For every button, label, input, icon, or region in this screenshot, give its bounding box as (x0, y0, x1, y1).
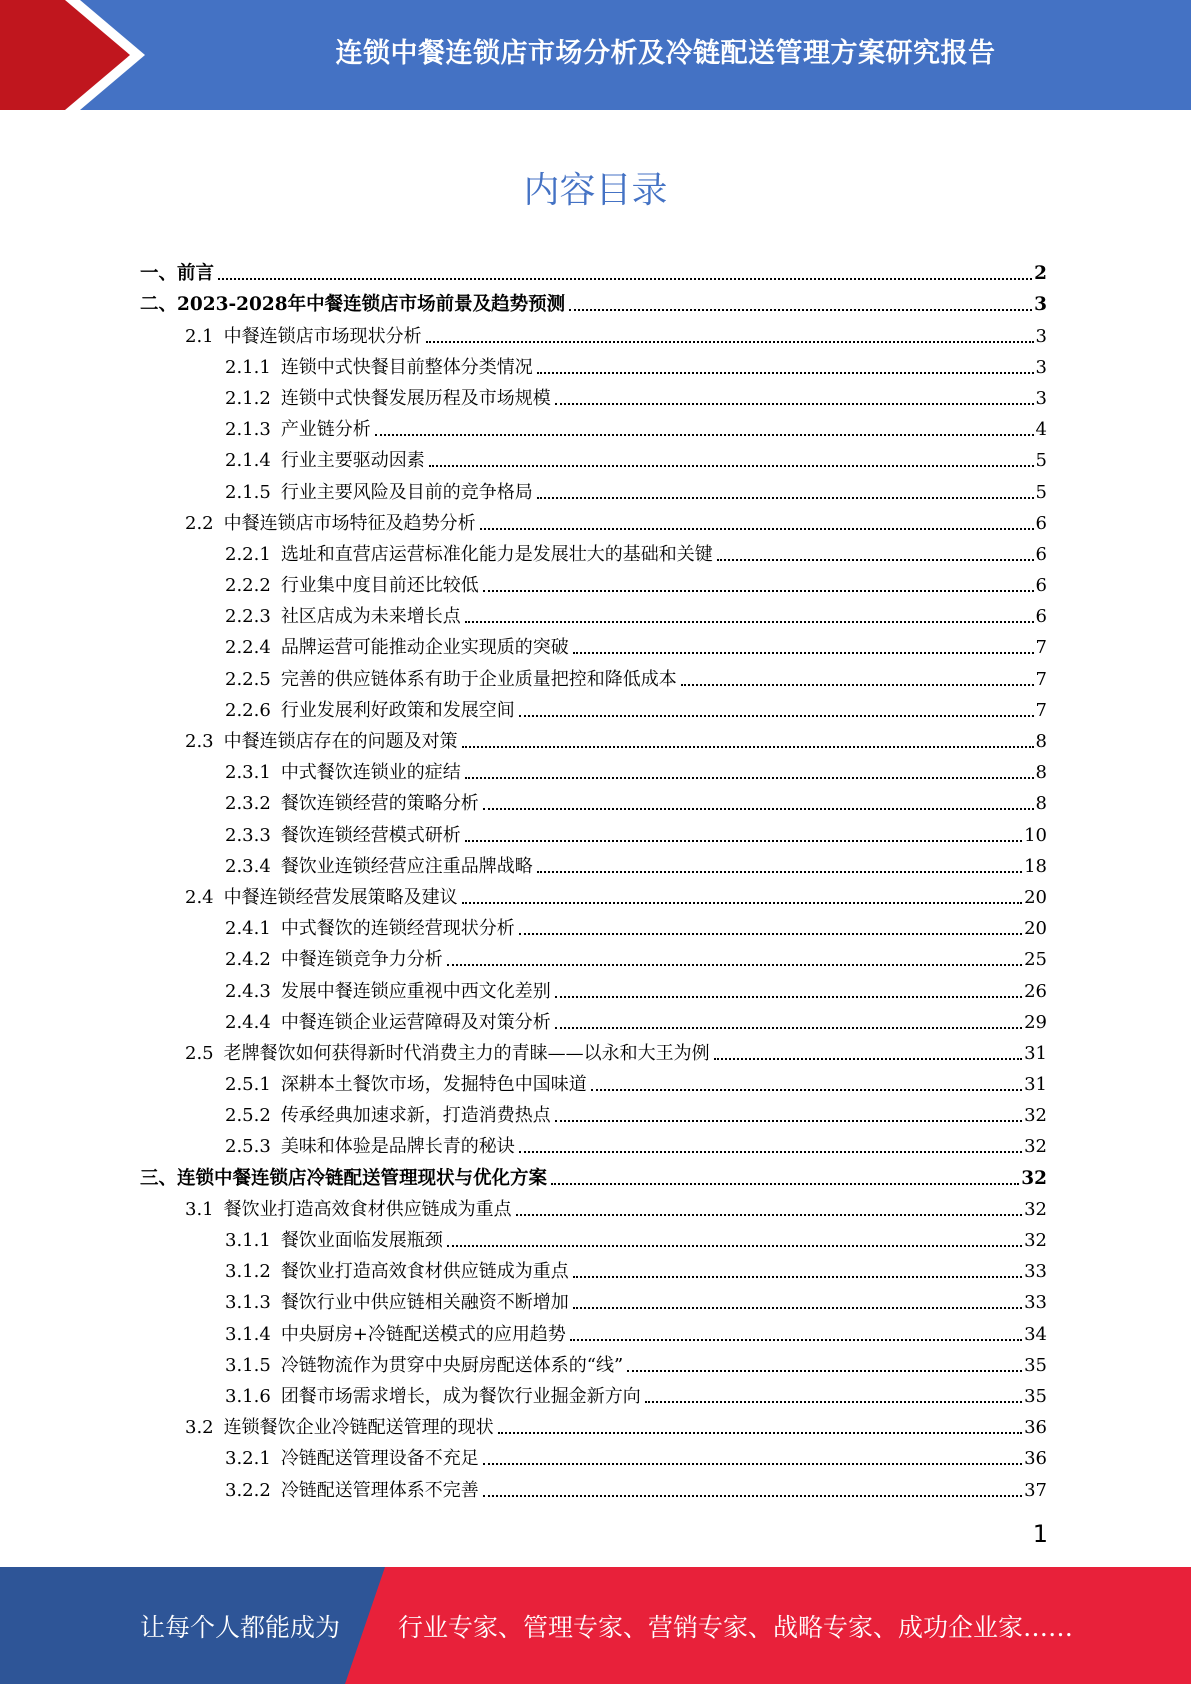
toc-entry-number: 3.1.3 (225, 1292, 271, 1314)
toc-entry-title: 餐饮行业中供应链相关融资不断增加 (280, 1292, 569, 1314)
toc-entry-page: 32 (1024, 1136, 1047, 1158)
toc-entry-number: 2.2.4 (225, 637, 271, 659)
toc-entry[interactable] (140, 566, 1047, 597)
toc-entry[interactable] (140, 1470, 1047, 1501)
toc-entry[interactable] (140, 1252, 1047, 1283)
toc-entry-number: 2.3.1 (225, 762, 271, 784)
toc-entry[interactable] (140, 1377, 1047, 1408)
toc-dot-leader (516, 1214, 1022, 1216)
toc-entry-page: 10 (1024, 824, 1047, 846)
toc-entry-page: 8 (1035, 731, 1047, 752)
toc-entry-page: 31 (1024, 1042, 1047, 1064)
toc-entry-number: 3.1.4 (225, 1323, 271, 1345)
toc-entry-title: 中式餐饮连锁业的症结 (280, 762, 461, 784)
toc-dot-leader (519, 933, 1022, 935)
footer-band (0, 1567, 1191, 1684)
toc-entry-title: 连锁中式快餐目前整体分类情况 (280, 356, 533, 378)
toc-dot-leader (462, 746, 1034, 748)
toc-entry-title: 老牌餐饮如何获得新时代消费主力的青睐——以永和大王为例 (223, 1042, 710, 1064)
toc-entry-title: 品牌运营可能推动企业实现质的突破 (280, 637, 569, 659)
toc-entry-number: 2.1.1 (225, 356, 271, 378)
toc-entry[interactable] (140, 628, 1047, 659)
toc-entry[interactable] (140, 1127, 1047, 1158)
toc-entry-number: 2.2.1 (225, 543, 271, 565)
toc-entry-page: 8 (1035, 762, 1047, 784)
toc-entry-number: 2.3.3 (225, 824, 271, 846)
toc-entry-page: 6 (1035, 543, 1047, 565)
toc-entry-page: 32 (1024, 1198, 1047, 1220)
report-title: 连锁中餐连锁店市场分析及冷链配送管理方案研究报告 (335, 37, 996, 69)
toc-dot-leader (714, 1058, 1022, 1060)
toc-dot-leader (537, 497, 1034, 499)
toc-entry-number: 2.2 (185, 512, 214, 534)
toc-entry-title: 选址和直营店运营标准化能力是发展壮大的基础和关键 (280, 543, 713, 565)
toc-entry-number: 2.5.1 (225, 1074, 271, 1096)
toc-entry[interactable] (140, 659, 1047, 690)
toc-entry[interactable] (140, 847, 1047, 878)
toc-entry-number: 三、 (140, 1167, 178, 1189)
toc-entry-number: 2.1 (185, 325, 214, 347)
toc-entry-page: 5 (1035, 450, 1047, 472)
toc-entry[interactable] (140, 815, 1047, 846)
toc-entry-page: 6 (1035, 575, 1047, 597)
toc-entry-title: 传承经典加速求新，打造消费热点 (280, 1105, 551, 1127)
toc-dot-leader (483, 1463, 1022, 1465)
toc-dot-leader (537, 871, 1022, 873)
toc-entry-number: 3.1.1 (225, 1230, 271, 1251)
toc-entry[interactable] (140, 784, 1047, 815)
toc-entry[interactable] (140, 1096, 1047, 1127)
toc-dot-leader (480, 528, 1034, 530)
toc-entry-title: 餐饮业打造高效食材供应链成为重点 (223, 1198, 512, 1220)
table-of-contents (140, 254, 1047, 1502)
toc-dot-leader (573, 652, 1034, 654)
footer-slogan-right: 行业专家、管理专家、营销专家、战略专家、成功企业家…… (398, 1612, 1074, 1642)
toc-entry-page: 34 (1024, 1323, 1047, 1345)
toc-entry[interactable] (140, 254, 1047, 285)
toc-entry[interactable] (140, 410, 1047, 441)
toc-entry-title: 前言 (177, 263, 215, 285)
toc-entry[interactable] (140, 1314, 1047, 1345)
toc-entry-page: 31 (1024, 1074, 1047, 1096)
toc-entry-number: 2.5 (185, 1042, 214, 1064)
toc-entry[interactable] (140, 1346, 1047, 1377)
toc-entry[interactable] (140, 1221, 1047, 1252)
toc-entry[interactable] (140, 472, 1047, 503)
toc-entry[interactable] (140, 1065, 1047, 1096)
toc-entry-title: 发展中餐连锁应重视中西文化差别 (280, 980, 551, 1002)
toc-entry[interactable] (140, 878, 1047, 909)
toc-dot-leader (483, 1495, 1022, 1497)
toc-entry-number: 3.2.2 (225, 1479, 271, 1501)
toc-entry[interactable] (140, 1003, 1047, 1034)
toc-entry-number: 2.5.3 (225, 1136, 271, 1158)
toc-entry-title: 餐饮业连锁经营应注重品牌战略 (280, 855, 533, 877)
toc-dot-leader (555, 403, 1034, 405)
toc-entry-title: 产业链分析 (280, 419, 371, 441)
toc-entry[interactable] (140, 753, 1047, 784)
toc-entry[interactable] (140, 504, 1047, 535)
toc-entry-number: 二、 (140, 294, 178, 316)
toc-dot-leader (426, 341, 1034, 343)
toc-entry[interactable] (140, 1439, 1047, 1470)
toc-dot-leader (375, 434, 1034, 436)
toc-dot-leader (447, 964, 1022, 966)
toc-entry-page: 33 (1024, 1261, 1047, 1283)
toc-dot-leader (429, 465, 1034, 467)
toc-entry[interactable] (140, 441, 1047, 472)
toc-entry-title: 餐饮连锁经营的策略分析 (280, 793, 479, 815)
toc-entry-title: 行业发展利好政策和发展空间 (280, 699, 515, 721)
toc-entry-number: 3.2.1 (225, 1448, 271, 1470)
toc-entry[interactable] (140, 1283, 1047, 1314)
toc-entry-page: 6 (1035, 512, 1047, 534)
toc-dot-leader (537, 372, 1034, 374)
toc-entry-number: 2.1.3 (225, 419, 271, 441)
toc-entry-title: 餐饮连锁经营模式研析 (280, 824, 461, 846)
toc-dot-leader (555, 996, 1022, 998)
toc-entry[interactable] (140, 379, 1047, 410)
toc-entry-page: 8 (1035, 793, 1047, 815)
toc-entry-page: 3 (1035, 387, 1047, 409)
toc-entry-number: 2.4 (185, 886, 214, 908)
toc-entry-page: 20 (1024, 918, 1047, 940)
toc-entry[interactable] (140, 1034, 1047, 1065)
toc-dot-leader (717, 559, 1034, 561)
toc-entry[interactable] (140, 597, 1047, 628)
toc-entry-page: 7 (1035, 668, 1047, 690)
toc-entry[interactable] (140, 1158, 1047, 1189)
toc-entry[interactable] (140, 316, 1047, 347)
toc-dot-leader (465, 840, 1022, 842)
toc-entry[interactable] (140, 285, 1047, 316)
toc-entry-number: 2.1.4 (225, 450, 271, 472)
toc-dot-leader (569, 309, 1032, 311)
toc-entry-number: 2.1.5 (225, 481, 271, 503)
toc-entry[interactable] (140, 691, 1047, 722)
toc-entry-number: 2.2.2 (225, 575, 271, 597)
toc-entry-page: 2 (1034, 263, 1047, 285)
toc-entry-page: 26 (1024, 980, 1047, 1002)
toc-dot-leader (681, 684, 1034, 686)
toc-dot-leader (465, 621, 1034, 623)
toc-entry-number: 3.2 (185, 1417, 214, 1439)
toc-dot-leader (218, 278, 1032, 280)
toc-dot-leader (627, 1370, 1022, 1372)
toc-entry[interactable] (140, 535, 1047, 566)
toc-entry-title: 冷链配送管理体系不完善 (280, 1479, 479, 1501)
toc-entry-title: 团餐市场需求增长，成为餐饮行业掘金新方向 (280, 1385, 641, 1407)
toc-entry-number: 2.2.3 (225, 606, 271, 628)
toc-entry-title: 餐饮业打造高效食材供应链成为重点 (280, 1261, 569, 1283)
toc-entry-title: 行业主要风险及目前的竞争格局 (280, 481, 533, 503)
toc-entry-page: 3 (1035, 325, 1047, 347)
toc-dot-leader (573, 1276, 1022, 1278)
toc-dot-leader (483, 590, 1034, 592)
toc-entry-title: 餐饮业面临发展瓶颈 (280, 1230, 443, 1251)
toc-entry-number: 2.3.2 (225, 793, 271, 815)
toc-entry[interactable] (140, 909, 1047, 940)
toc-entry-page: 37 (1024, 1479, 1047, 1501)
toc-entry[interactable] (140, 1408, 1047, 1439)
toc-entry-page: 4 (1035, 419, 1047, 441)
toc-entry-number: 2.5.2 (225, 1105, 271, 1127)
toc-entry-number: 2.2.6 (225, 699, 271, 721)
toc-entry-number: 2.3.4 (225, 855, 271, 877)
toc-dot-leader (573, 1307, 1022, 1309)
toc-entry-page: 35 (1024, 1354, 1047, 1376)
toc-entry-page: 32 (1024, 1230, 1047, 1251)
toc-entry[interactable] (140, 971, 1047, 1002)
toc-entry-number: 2.4.1 (225, 918, 271, 940)
toc-entry-title: 中餐连锁经营发展策略及建议 (223, 886, 458, 908)
toc-entry-page: 7 (1035, 637, 1047, 659)
header-band (0, 0, 1191, 110)
footer-slogan-left: 让每个人都能成为 (140, 1612, 341, 1642)
toc-entry-page: 29 (1024, 1011, 1047, 1033)
toc-entry-page: 25 (1024, 949, 1047, 971)
toc-entry-page: 3 (1034, 294, 1047, 316)
toc-entry-title: 行业主要驱动因素 (280, 450, 425, 472)
toc-entry-title: 冷链物流作为贯穿中央厨房配送体系的“线” (280, 1354, 624, 1376)
toc-entry-title: 社区店成为未来增长点 (280, 606, 461, 628)
toc-dot-leader (551, 1183, 1019, 1185)
toc-dot-leader (645, 1401, 1022, 1403)
toc-entry-number: 2.4.3 (225, 980, 271, 1002)
toc-entry-page: 20 (1024, 886, 1047, 908)
toc-entry-title: 2023-2028年中餐连锁店市场前景及趋势预测 (177, 294, 566, 316)
toc-dot-leader (555, 1120, 1022, 1122)
toc-entry-number: 2.1.2 (225, 387, 271, 409)
toc-dot-leader (519, 1151, 1022, 1153)
toc-entry-title: 深耕本土餐饮市场，发掘特色中国味道 (280, 1074, 587, 1096)
toc-entry-title: 美味和体验是品牌长青的秘诀 (280, 1136, 515, 1158)
toc-entry-number: 3.1 (185, 1198, 214, 1220)
toc-entry[interactable] (140, 348, 1047, 379)
toc-entry-number: 一、 (140, 263, 178, 285)
toc-title: 内容目录 (523, 170, 668, 211)
toc-entry[interactable] (140, 722, 1047, 753)
toc-entry-page: 18 (1024, 855, 1047, 877)
toc-dot-leader (483, 808, 1034, 810)
toc-entry-page: 7 (1035, 699, 1047, 721)
toc-entry-page: 33 (1024, 1292, 1047, 1314)
toc-entry-number: 3.1.5 (225, 1354, 271, 1376)
toc-entry-title: 完善的供应链体系有助于企业质量把控和降低成本 (280, 668, 677, 690)
toc-dot-leader (447, 1245, 1022, 1247)
toc-entry-title: 中餐连锁竞争力分析 (280, 949, 443, 971)
toc-entry-title: 行业集中度目前还比较低 (280, 575, 479, 597)
page-number: 1 (1032, 1520, 1048, 1548)
toc-entry-number: 2.3 (185, 731, 214, 752)
toc-entry-number: 3.1.6 (225, 1385, 271, 1407)
toc-entry-page: 36 (1024, 1448, 1047, 1470)
toc-entry-title: 连锁餐饮企业冷链配送管理的现状 (223, 1417, 494, 1439)
toc-entry-title: 中式餐饮的连锁经营现状分析 (280, 918, 515, 940)
toc-entry-title: 中餐连锁店市场现状分析 (223, 325, 422, 347)
toc-entry-number: 3.1.2 (225, 1261, 271, 1283)
toc-entry-page: 6 (1035, 606, 1047, 628)
toc-entry-title: 连锁中式快餐发展历程及市场规模 (280, 387, 551, 409)
toc-dot-leader (498, 1432, 1022, 1434)
toc-dot-leader (465, 777, 1034, 779)
toc-dot-leader (591, 1089, 1022, 1091)
toc-dot-leader (462, 902, 1022, 904)
toc-dot-leader (519, 715, 1034, 717)
toc-entry-number: 2.4.4 (225, 1011, 271, 1033)
toc-entry-title: 中央厨房+冷链配送模式的应用趋势 (280, 1323, 566, 1345)
toc-entry-page: 3 (1035, 356, 1047, 378)
toc-entry-title: 中餐连锁店存在的问题及对策 (223, 731, 458, 752)
toc-entry-page: 32 (1024, 1105, 1047, 1127)
toc-entry[interactable] (140, 1190, 1047, 1221)
toc-dot-leader (555, 1027, 1022, 1029)
toc-entry-page: 5 (1035, 481, 1047, 503)
header-chevron-decoration (0, 0, 160, 110)
toc-entry-page: 32 (1021, 1167, 1047, 1189)
toc-entry[interactable] (140, 940, 1047, 971)
toc-entry-title: 中餐连锁企业运营障碍及对策分析 (280, 1011, 551, 1033)
toc-entry-number: 2.2.5 (225, 668, 271, 690)
toc-entry-title: 中餐连锁店市场特征及趋势分析 (223, 512, 476, 534)
toc-entry-page: 35 (1024, 1385, 1047, 1407)
toc-entry-number: 2.4.2 (225, 949, 271, 971)
toc-entry-page: 36 (1024, 1417, 1047, 1439)
toc-entry-title: 连锁中餐连锁店冷链配送管理现状与优化方案 (177, 1167, 548, 1189)
toc-dot-leader (570, 1339, 1022, 1341)
toc-entry-title: 冷链配送管理设备不充足 (280, 1448, 479, 1470)
